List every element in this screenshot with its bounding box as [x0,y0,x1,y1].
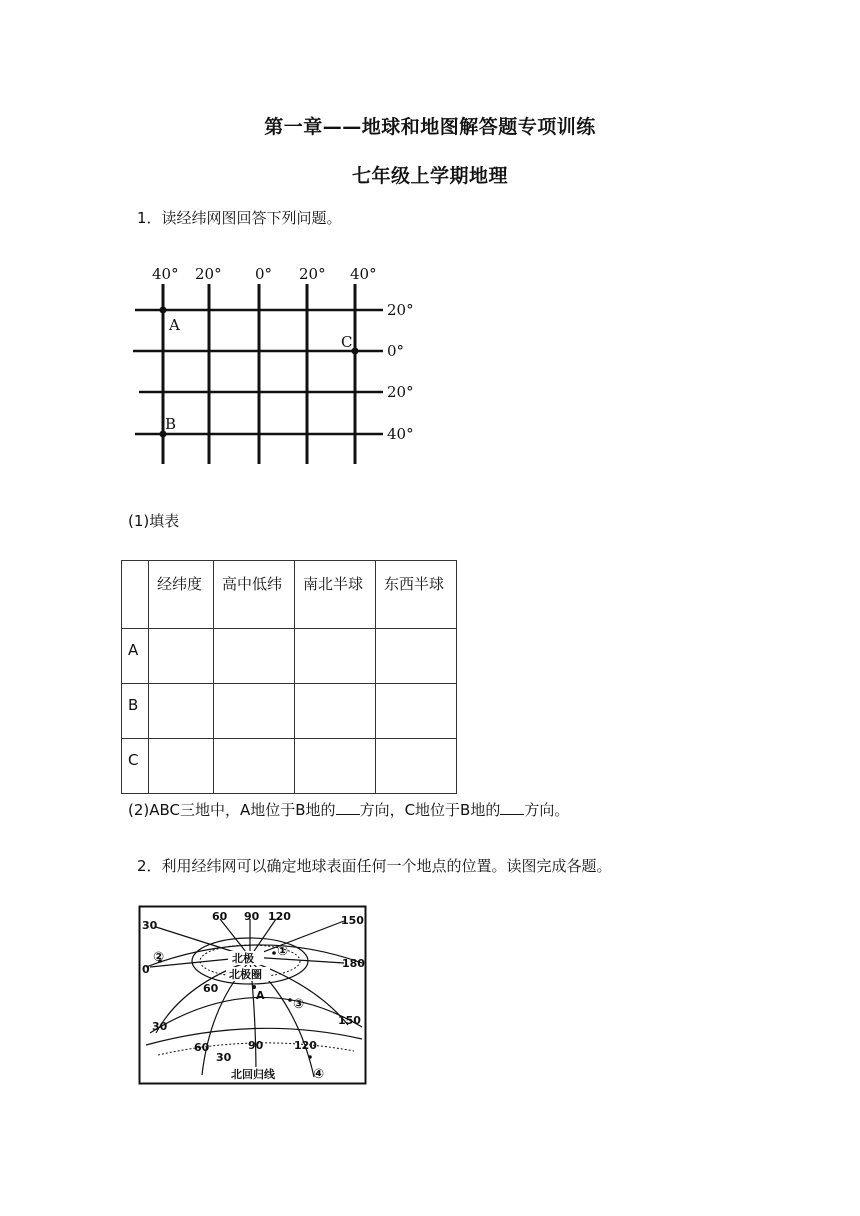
answer-cell[interactable] [376,739,457,794]
document-subtitle: 七年级上学期地理 [351,165,508,187]
fill-in-table [121,560,457,794]
answer-cell[interactable] [214,739,295,794]
lon-label: 60 [194,1041,210,1054]
top-label: 0° [255,265,273,283]
sub-question-1-label: (1)填表 [128,512,180,530]
answer-cell[interactable] [149,684,214,739]
question-2-text: 2．利用经纬网可以确定地球表面任何一个地点的位置。读图完成各题。 [137,857,612,875]
point-b-label: B [165,415,177,433]
point-a-label: A [169,316,180,334]
point-a-dot [160,307,167,314]
table-header-row [122,561,457,629]
table-row [122,629,457,684]
answer-cell[interactable] [149,739,214,794]
table-row [122,684,457,739]
table-header-cell [122,561,149,629]
answer-cell[interactable] [149,629,214,684]
sub-question-2-part1: (2)ABC三地中，A地位于B地的 [128,801,336,819]
lon-label: 30 [142,919,158,932]
row-label: C [122,739,149,794]
marker-3: ③ [293,997,305,1012]
marker-1-dot [272,951,276,955]
top-label: 20° [195,265,222,283]
right-label: 0° [387,342,405,360]
right-label: 20° [387,383,414,401]
answer-cell[interactable] [295,739,376,794]
answer-cell[interactable] [295,684,376,739]
answer-cell[interactable] [214,629,295,684]
polar-graticule-figure [138,905,368,1085]
table-header-cell: 经纬度 [149,561,214,629]
point-c-label: C [341,333,353,351]
right-label: 40° [387,425,414,443]
point-a-label: A [256,989,265,1002]
question-1-text: 1．读经纬网图回答下列问题。 [137,209,342,227]
lon-label: 180 [342,957,365,970]
lon-label: 150 [341,914,364,927]
sub-question-2 [128,799,569,820]
lon-label: 0 [142,963,150,976]
lon-label: 30 [152,1020,168,1033]
sub-question-2-part2: 方向，C地位于B地的 [359,801,501,819]
arctic-circle-label: 北极圈 [229,968,262,981]
marker-1: ① [277,944,289,959]
row-label: B [122,684,149,739]
document-title: 第一章——地球和地图解答题专项训练 [264,116,596,138]
lon-label: 120 [268,910,291,923]
answer-blank[interactable] [500,800,524,815]
tropic-label: 北回归线 [231,1068,275,1081]
marker-4-dot [308,1055,312,1059]
row-label: A [122,629,149,684]
lon-label: 60 [212,910,228,923]
top-label: 40° [350,265,377,283]
lon-label: 30 [216,1051,232,1064]
sub-question-2-part3: 方向。 [524,801,570,819]
table-header-cell: 高中低纬 [214,561,295,629]
lon-label: 90 [244,910,260,923]
table-row [122,739,457,794]
pole-label: 北极 [232,952,254,965]
lon-label: 90 [248,1039,264,1052]
lon-label: 60 [203,982,219,995]
answer-cell[interactable] [214,684,295,739]
lon-label: 120 [294,1039,317,1052]
marker-2: ② [153,950,165,965]
right-label: 20° [387,301,414,319]
table-header-cell: 南北半球 [295,561,376,629]
marker-4: ④ [313,1067,325,1082]
marker-3-dot [288,998,292,1002]
answer-cell[interactable] [376,629,457,684]
lon-label: 150 [338,1014,361,1027]
top-label: 40° [152,265,179,283]
top-label: 20° [299,265,326,283]
answer-cell[interactable] [376,684,457,739]
graticule-figure [125,258,425,470]
point-c-dot [352,348,359,355]
table-header-cell: 东西半球 [376,561,457,629]
answer-cell[interactable] [295,629,376,684]
answer-blank[interactable] [336,800,360,815]
